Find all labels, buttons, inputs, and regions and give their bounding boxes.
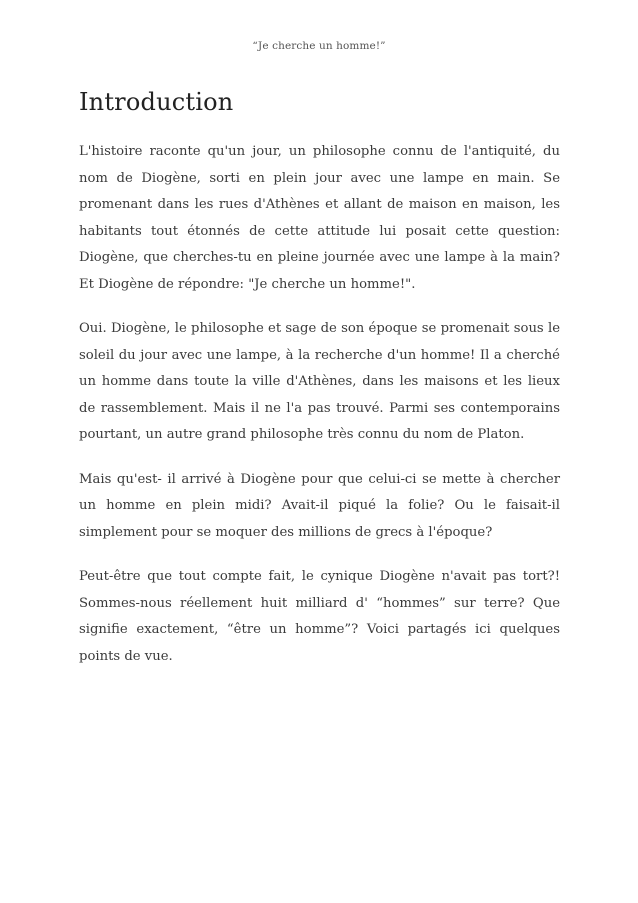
body-text [79, 139, 560, 688]
paragraph-4: Peut-être que tout compte fait, le cynique Diogène n'avait pas tort?! Sommes-nous réellement huit milliard d' “hommes” sur terre? Que signifie exactement, “être un homme”? Voici partagés ici quelques points de vue. [79, 569, 560, 664]
section-title: Introduction [79, 88, 234, 116]
paragraph-3: Mais qu'est- il arrivé à Diogène pour que celui-ci se mette à chercher un homme en plein midi? Avait-il piqué la folie? Ou le faisait-il simplement pour se moquer des millions de grecs à l'époque? [79, 471, 560, 540]
running-header: “Je cherche un homme!” [252, 40, 386, 52]
paragraph-2: Oui. Diogène, le philosophe et sage de son époque se promenait sous le soleil du jour avec une lampe, à la recherche d'un homme! Il a cherché un homme dans toute la ville d'Athènes, dans les maisons et les lieux de rassemblement. Mais il ne l'a pas trouvé. Parmi ses contemporains pourtant, un autre grand philosophe très connu du nom de Platon. [79, 321, 560, 442]
paragraph-1: L'histoire raconte qu'un jour, un philosophe connu de l'antiquité, du nom de Diogène, sorti en plein jour avec une lampe en main. Se promenant dans les rues d'Athènes et allant de maison en maison, les habitants tout étonnés de cette attitude lui posait cette question: Diogène, que cherches-tu en pleine journée avec une lampe à la main? Et Diogène de répondre: "Je cherche un homme!". [79, 144, 560, 292]
